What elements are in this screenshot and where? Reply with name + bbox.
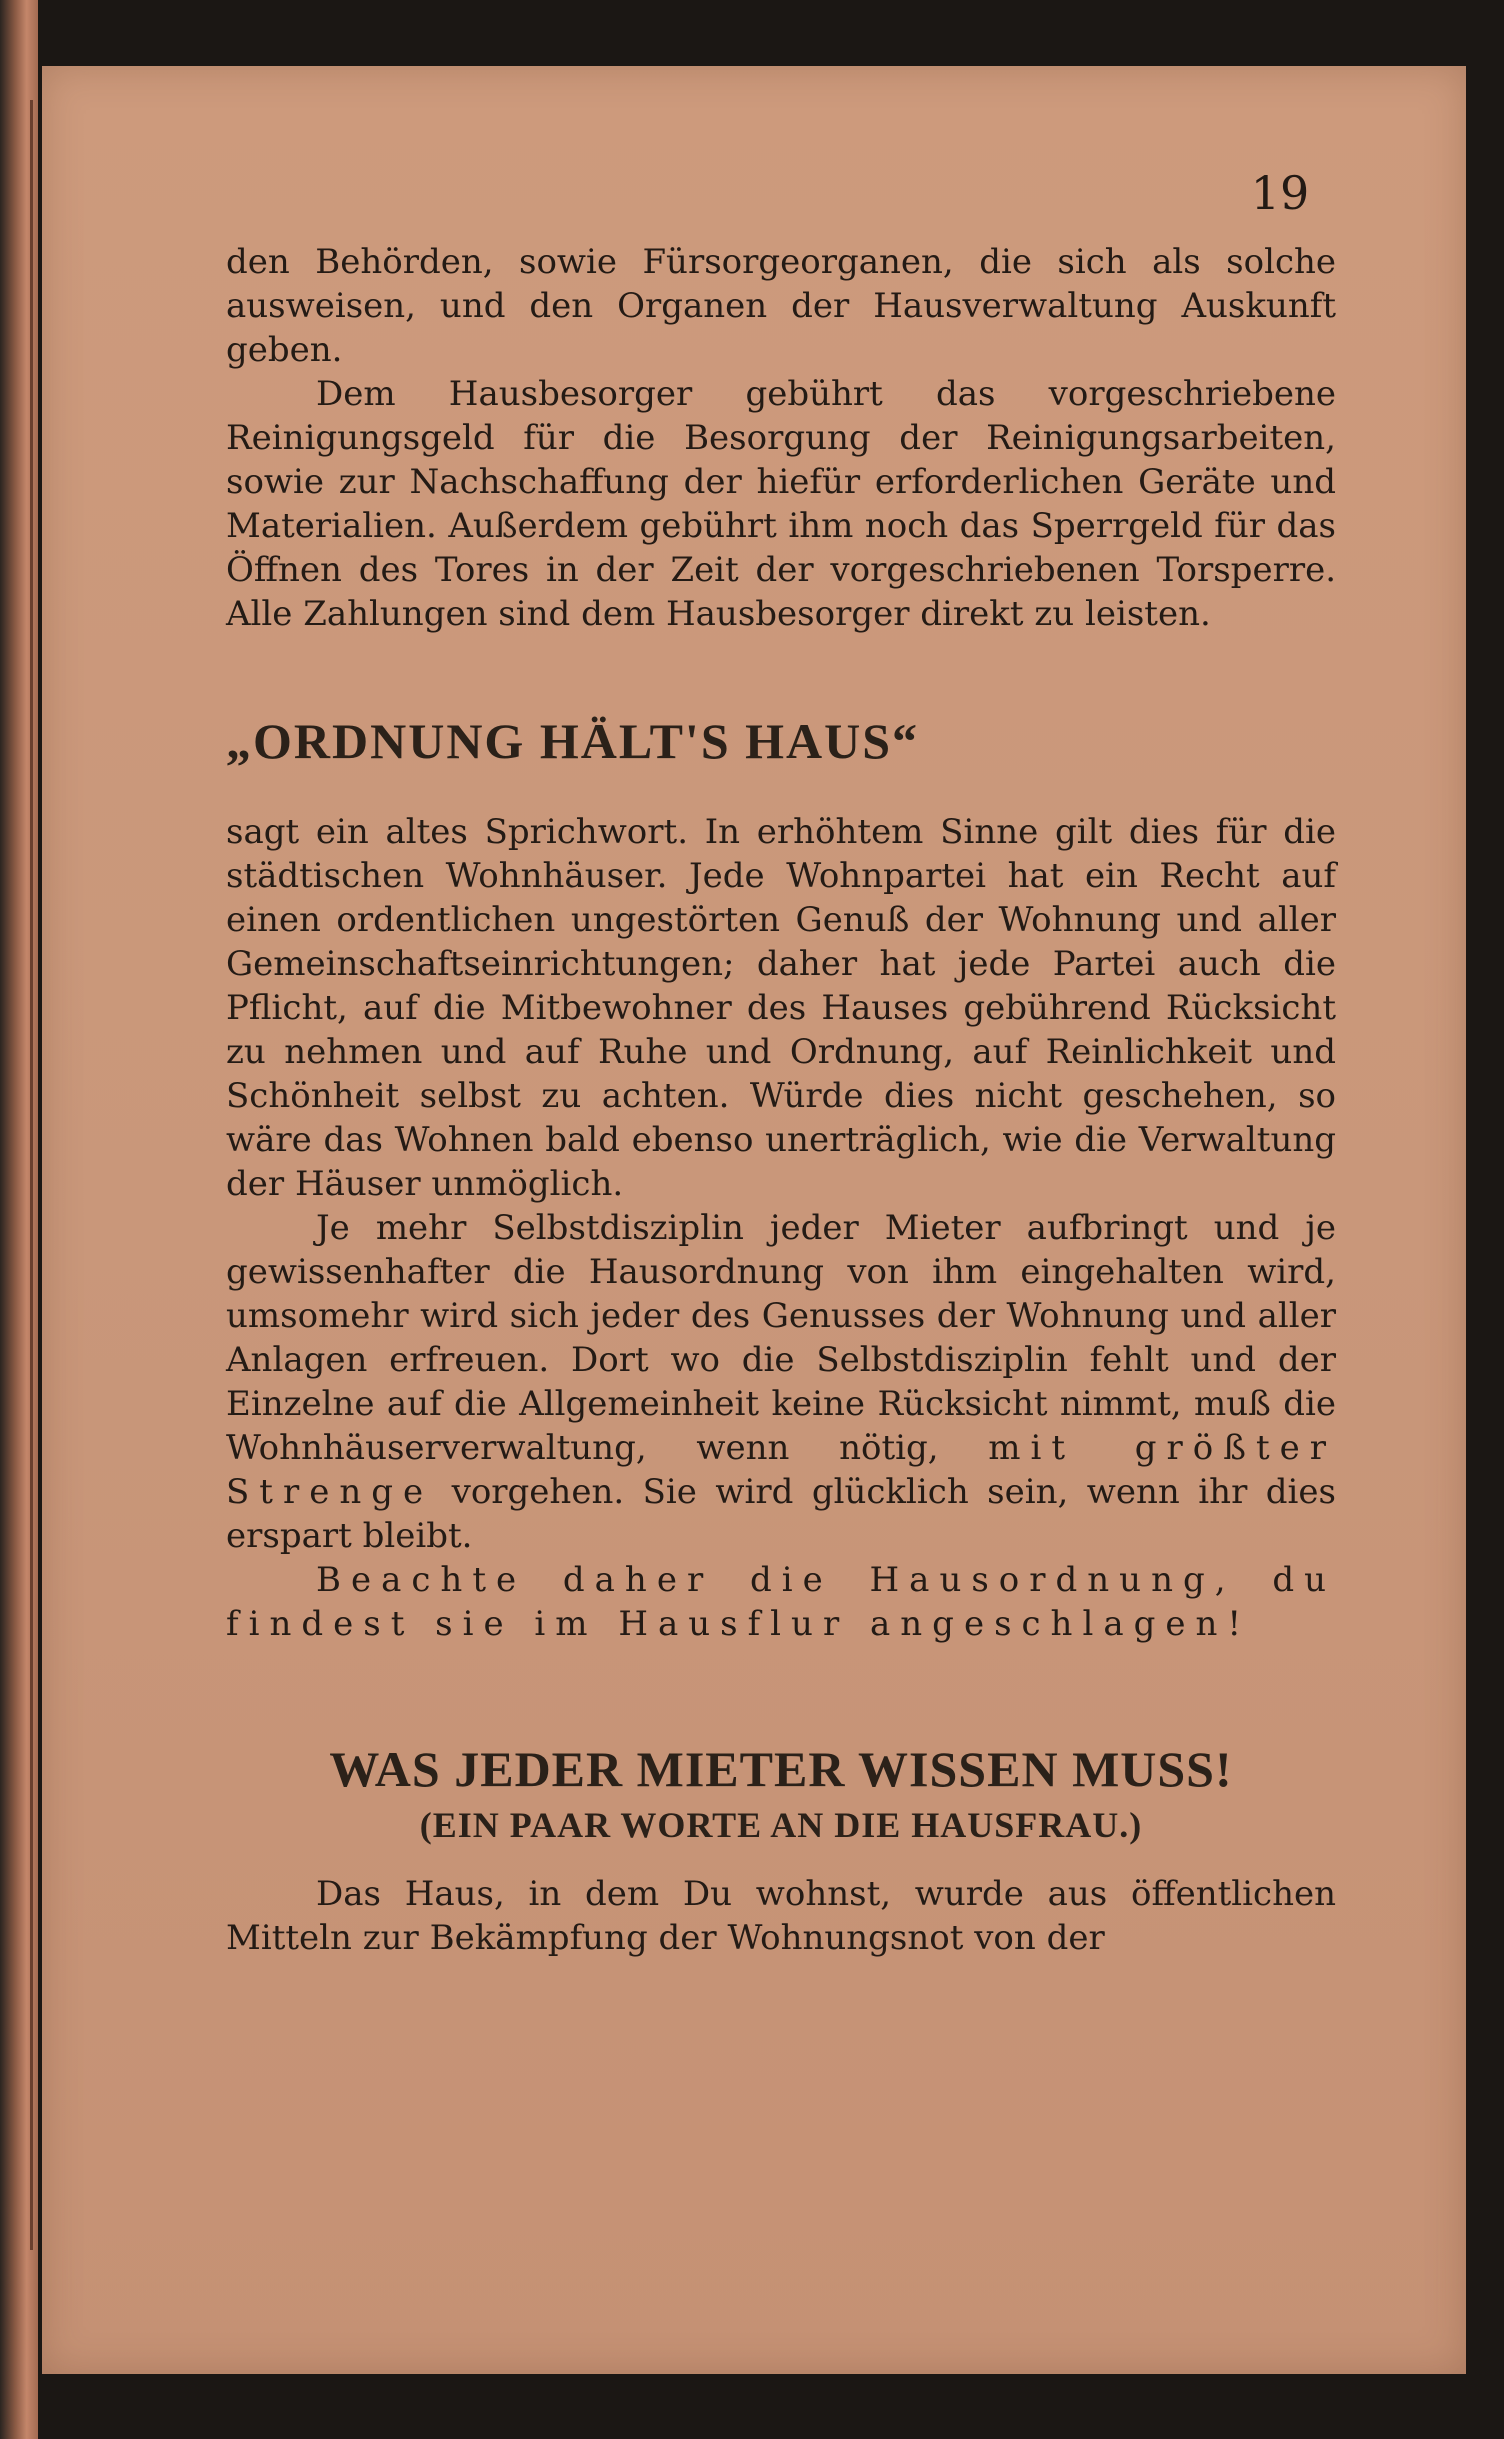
page-content [226,240,1336,1960]
paragraph-selbstdisziplin [226,1206,1336,1558]
emphasis-strenge: mit größter Strenge [226,1428,1336,1512]
page-fold-line [30,100,33,2250]
section-heading-ordnung: „ORDNUNG HÄLT'S HAUS“ [226,713,920,769]
paragraph-das-haus: Das Haus, in dem Du wohnst, wurde aus öffentlichen Mitteln zur Bekämpfung der Wohnungsnot von der [226,1874,1336,1958]
section-subheading-hausfrau: (EIN PAAR WORTE AN DIE HAUSFRAU.) [419,1805,1143,1845]
selbstdisziplin-text-end: vorgehen. Sie wird glücklich sein, wenn ihr dies erspart bleibt. [226,1472,1336,1556]
section-heading-mieter: WAS JEDER MIETER WISSEN MUSS! [329,1741,1233,1797]
paragraph-reinigungsgeld: Dem Hausbesorger gebührt das vorgeschriebene Reinigungsgeld für die Besorgung der Reinigungsarbeiten, sowie zur Nachschaffung der hiefür erforderlichen Geräte und Materialien. Außerdem gebührt ihm noch das Sperrgeld für das Öffnen des Tores in der Zeit der vorgeschriebenen Torsperre. Alle Zahlungen sind dem Hausbesorger direkt zu leisten. [226,374,1336,634]
paragraph-beachte: Beachte daher die Hausordnung, du findest sie im Hausflur angeschlagen! [226,1560,1336,1644]
page-number: 19 [1250,166,1310,220]
paragraph-sprichwort: sagt ein altes Sprichwort. In erhöhtem Sinne gilt dies für die städtischen Wohnhäuser. Jede Wohnpartei hat ein Recht auf einen ordentlichen ungestörten Genuß der Wohnung und aller Gemeinschaftseinrichtungen; daher hat jede Partei auch die Pflicht, auf die Mitbewohner des Hauses gebührend Rücksicht zu nehmen und auf Ruhe und Ordnung, auf Reinlichkeit und Schönheit selbst zu achten. Würde dies nicht geschehen, so wäre das Wohnen bald ebenso unerträglich, wie die Verwaltung der Häuser unmöglich. [226,812,1336,1204]
book-page [42,66,1466,2374]
paragraph-auskunft: den Behörden, sowie Fürsorgeorganen, die sich als solche ausweisen, und den Organen der Hausverwaltung Auskunft geben. [226,242,1336,370]
selbstdisziplin-text-start: Je mehr Selbstdisziplin jeder Mieter aufbringt und je gewissenhafter die Hausordnung von ihm eingehalten wird, umsomehr wird sich jeder des Genusses der Wohnung und aller Anlagen erfreuen. Dort wo die Selbstdisziplin fehlt und der Einzelne auf die Allgemeinheit keine Rücksicht nimmt, muß die Wohnhäuserverwaltung, wenn nötig, [226,1208,1336,1468]
